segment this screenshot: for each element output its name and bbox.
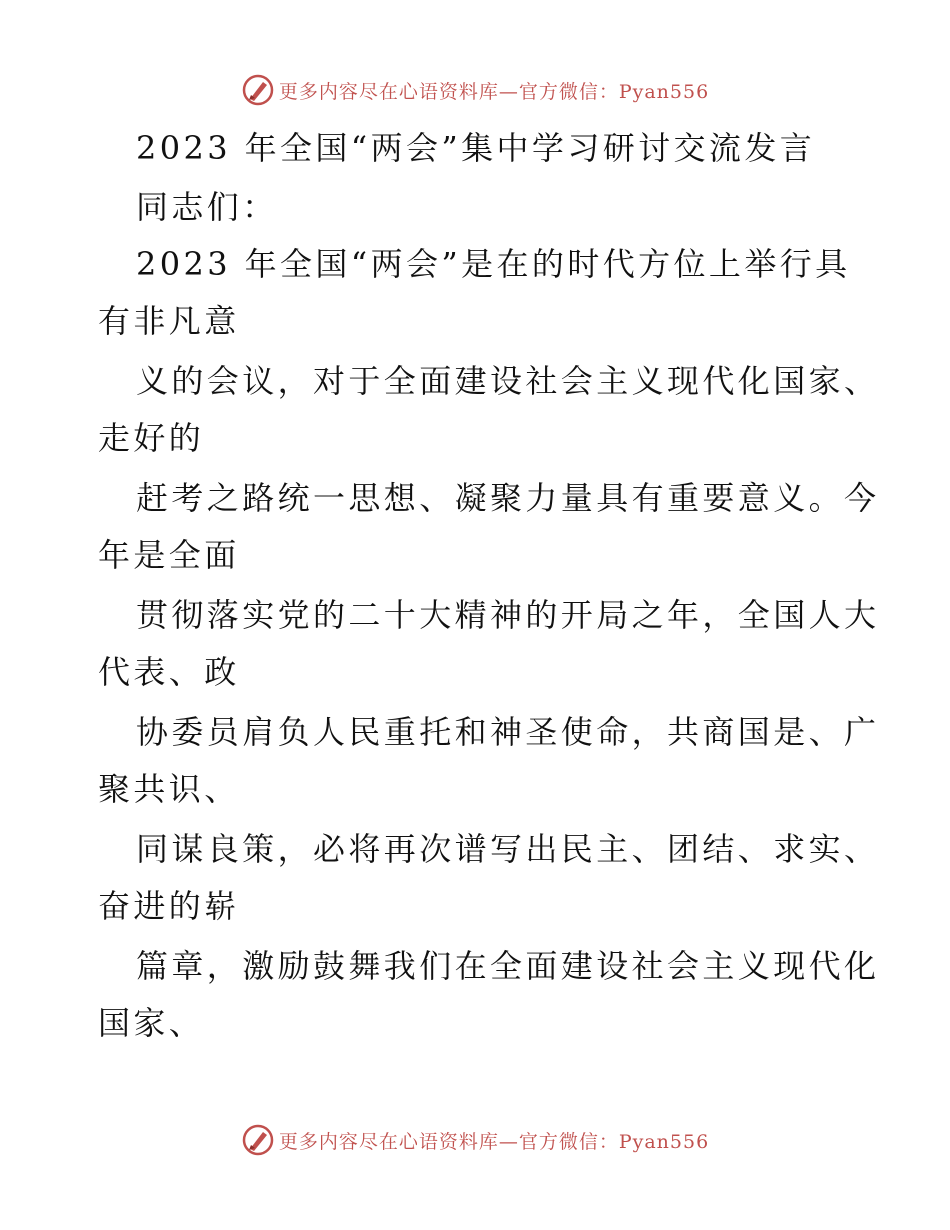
body-line: 代表、政 [98,653,240,691]
document-title: 2023 年全国“两会”集中学习研讨交流发言 [136,129,816,167]
salutation: 同志们： [136,188,278,226]
body-line: 聚共识、 [98,770,240,808]
footer-banner [0,1120,950,1160]
body-line: 义的会议，对于全面建设社会主义现代化国家、 [136,362,880,400]
body-line: 奋进的崭 [98,887,240,925]
body-line: 走好的 [98,419,205,457]
banner-text: 更多内容尽在心语资料库—官方微信：Pyan556 [278,1130,710,1153]
pen-logo-icon [241,1123,275,1157]
body-line: 有非凡意 [98,302,240,340]
header-banner [0,70,950,110]
body-line: 贯彻落实党的二十大精神的开局之年，全国人大 [136,596,880,634]
body-line: 年是全面 [98,536,240,574]
body-line: 同谋良策，必将再次谱写出民主、团结、求实、 [136,830,880,868]
body-line: 2023 年全国“两会”是在的时代方位上举行具 [136,245,851,283]
body-line: 篇章，激励鼓舞我们在全面建设社会主义现代化 [136,947,880,985]
body-line: 国家、 [98,1004,205,1042]
banner-text: 更多内容尽在心语资料库—官方微信：Pyan556 [278,80,710,103]
body-line: 协委员肩负人民重托和神圣使命，共商国是、广 [136,713,880,751]
pen-logo-icon [241,73,275,107]
body-line: 赶考之路统一思想、凝聚力量具有重要意义。今 [136,479,880,517]
